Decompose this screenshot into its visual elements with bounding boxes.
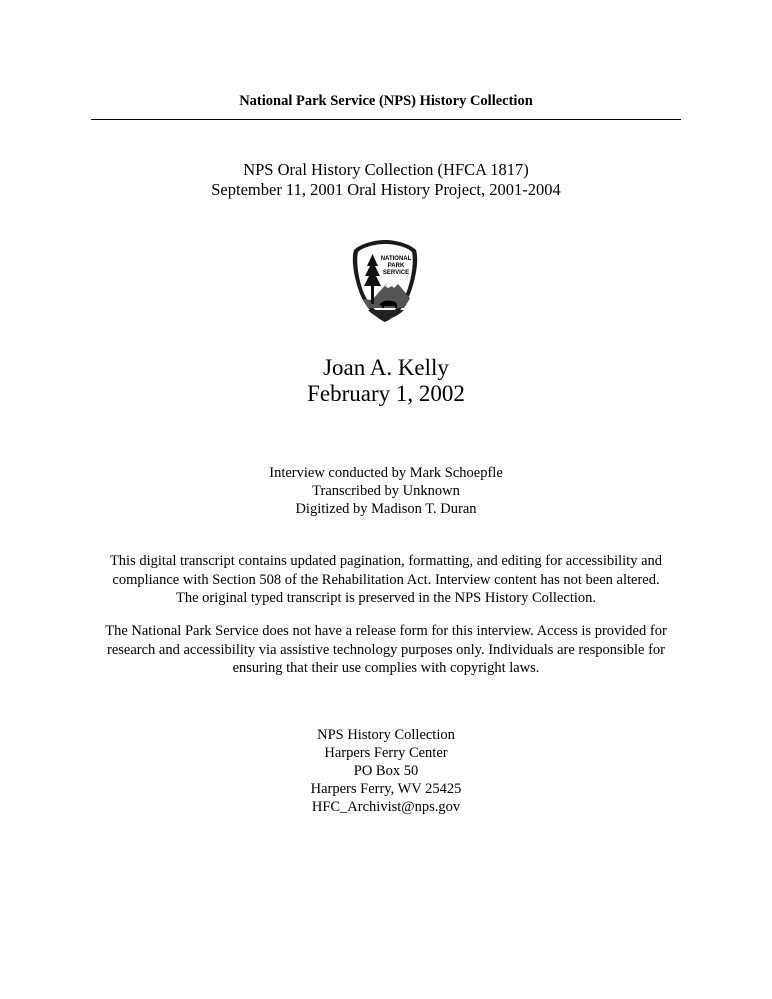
notice-line: ensuring that their use complies with copyright laws. xyxy=(232,660,540,676)
nps-arrowhead-logo xyxy=(350,238,420,324)
logo-text-line-2: PARK xyxy=(387,263,405,269)
address-center: Harpers Ferry Center xyxy=(324,745,448,761)
interviewee-name: Joan A. Kelly xyxy=(323,355,449,380)
digitized-by: Digitized by Madison T. Duran xyxy=(295,501,477,517)
notice-line: compliance with Section 508 of the Rehabilitation Act. Interview content has not been altered. xyxy=(112,571,660,588)
interview-credits xyxy=(0,464,772,518)
notice-line: This digital transcript contains updated pagination, formatting, and editing for accessibility and xyxy=(109,553,663,569)
address-email: HFC_Archivist@nps.gov xyxy=(311,799,461,815)
address-box: PO Box 50 xyxy=(353,763,419,779)
notice-line: The National Park Service does not have a release form for this interview. Access is provided for xyxy=(105,623,667,639)
logo-text-line-1: NATIONAL xyxy=(380,256,412,262)
conducted-by: Interview conducted by Mark Schoepfle xyxy=(269,465,503,481)
collection-line-1: NPS Oral History Collection (HFCA 1817) xyxy=(243,160,529,179)
interview-date: February 1, 2002 xyxy=(307,381,465,406)
notice-line: The original typed transcript is preserved in the NPS History Collection. xyxy=(175,590,597,606)
interview-title xyxy=(0,355,772,407)
collection-info xyxy=(0,160,772,200)
notice-line: research and accessibility via assistive technology purposes only. Individuals are responsible for xyxy=(107,641,665,658)
collection-header: National Park Service (NPS) History Collection xyxy=(239,93,533,109)
collection-line-2: September 11, 2001 Oral History Project, 2001-2004 xyxy=(211,180,561,199)
contact-address xyxy=(0,726,772,816)
address-org: NPS History Collection xyxy=(317,727,455,743)
transcribed-by: Transcribed by Unknown xyxy=(312,483,460,499)
address-city: Harpers Ferry, WV 25425 xyxy=(310,781,462,797)
accessibility-notice xyxy=(82,552,690,608)
logo-text-line-3: SERVICE xyxy=(382,270,410,276)
release-notice xyxy=(82,622,690,678)
header-divider xyxy=(91,119,681,120)
